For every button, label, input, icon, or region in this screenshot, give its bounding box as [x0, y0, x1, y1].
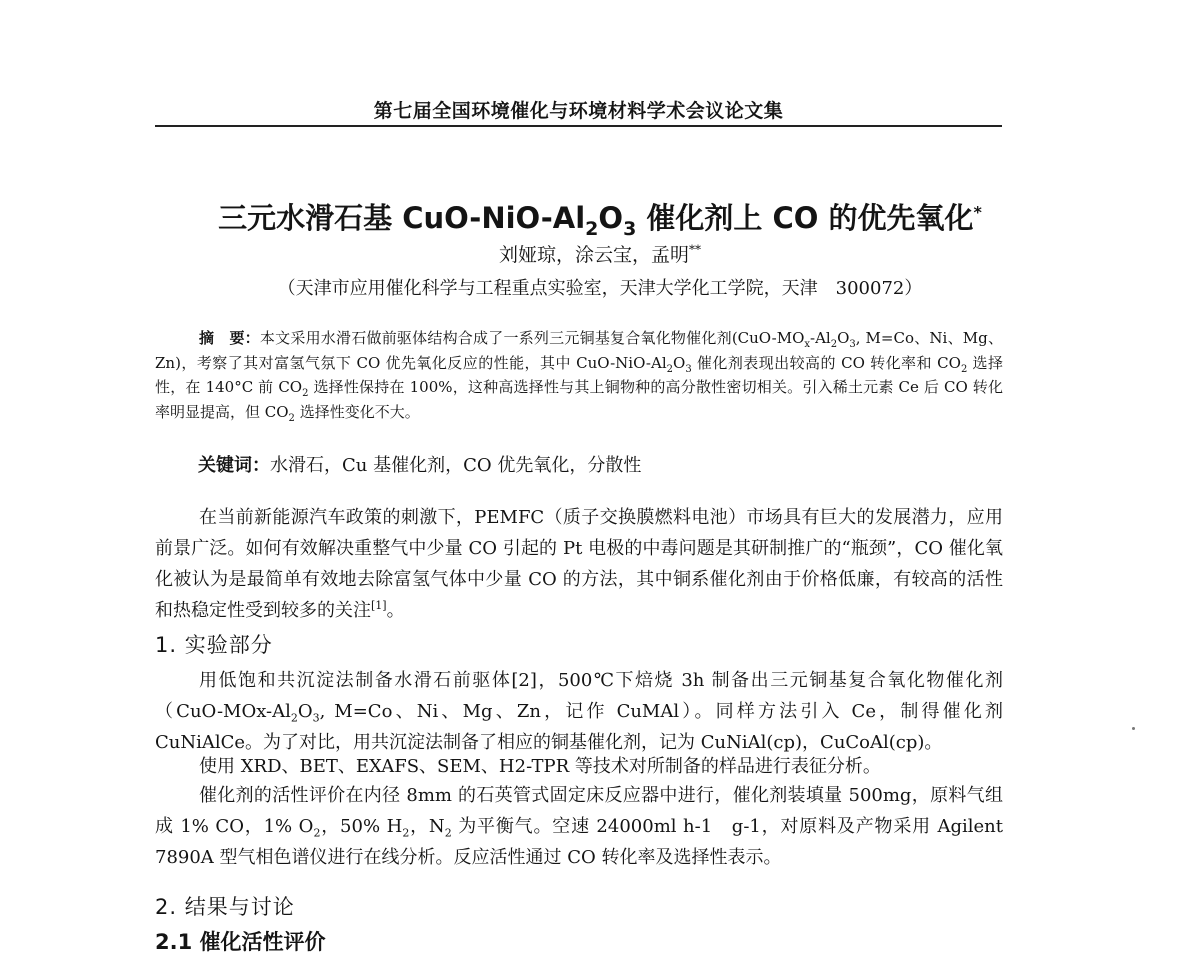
subsection-heading: 2.1 催化活性评价: [155, 930, 326, 954]
title-footnote-mark: *: [973, 202, 982, 222]
abstract-text: 选择性变化不大。: [294, 402, 420, 421]
para-subscript: 2: [444, 826, 452, 840]
para-subscript: 3: [312, 711, 320, 725]
section-heading-2: 2. 结果与讨论: [155, 895, 295, 919]
title-text: 三元水滑石基 CuO-NiO-Al: [218, 201, 586, 235]
title-text: O: [598, 201, 624, 235]
para-text: ，50% H: [320, 816, 403, 837]
para-text: ，N: [409, 816, 445, 837]
author-names: 刘娅琼，涂云宝，孟明: [498, 244, 689, 266]
intro-paragraph: [155, 502, 1003, 626]
author-list: [200, 240, 1000, 267]
citation-ref: [1]: [371, 599, 387, 612]
intro-text: 。: [386, 600, 405, 621]
abstract-text: 选择性保持在 100%，这种高选择性与其上铜物种的高分散性密切相关。引入稀土元素 Ce 后 CO 转化率明显提高，但 CO: [155, 378, 1004, 421]
para-text: O: [297, 701, 313, 722]
section-heading-1: 1. 实验部分: [155, 633, 273, 657]
abstract-text: 催化剂表现出较高的 CO 转化率和 CO: [691, 353, 961, 372]
method-paragraph-3: [155, 780, 1003, 873]
title-subscript: 3: [623, 217, 637, 240]
keywords-text: 水滑石，Cu 基催化剂，CO 优先氧化，分散性: [270, 455, 642, 476]
corresponding-author-mark: **: [689, 242, 701, 257]
method-paragraph-2: 使用 XRD、BET、EXAFS、SEM、H2-TPR 等技术对所制备的样品进行表征分析。: [199, 756, 881, 777]
scan-speck: [1132, 727, 1135, 730]
method-paragraph-1: [155, 665, 1003, 758]
keywords: [198, 451, 641, 477]
abstract-text: 本文采用水滑石做前驱体结构合成了一系列三元铜基复合氧化物催化剂(CuO-MO: [259, 329, 805, 347]
abstract-subscript: 2: [302, 388, 309, 399]
abstract-subscript: 2: [960, 363, 968, 375]
affiliation: （天津市应用催化科学与工程重点实验室，天津大学化工学院，天津 300072）: [277, 278, 923, 299]
abstract-text: O: [673, 353, 686, 372]
abstract-subscript: x: [804, 339, 811, 350]
abstract-subscript: 3: [849, 339, 856, 350]
para-subscript: 2: [402, 826, 410, 840]
abstract: [155, 326, 1003, 424]
abstract-text: 选择性，在 140°C 前 CO: [155, 353, 1003, 396]
running-header: 第七届全国环境催化与环境材料学术会议论文集: [373, 100, 784, 122]
header-rule: [155, 125, 1002, 127]
abstract-label: 摘 要：: [199, 329, 260, 347]
para-text: 催化剂的活性评价在内径 8mm 的石英管式固定床反应器中进行，催化剂装填量 500mg，原料气组成 1% CO，1% O: [155, 785, 1003, 837]
keywords-label: 关键词：: [198, 455, 270, 476]
para-text: 为平衡气。空速 24000ml h-1 g-1，对原料及产物采用 Agilent 7890A 型气相色谱仪进行在线分析。反应活性通过 CO 转化率及选择性表示。: [155, 816, 1004, 868]
abstract-text: , M=Co、Ni、Mg、Zn)，考察了其对富氢气氛下 CO 优先氧化反应的性能，其中 CuO-NiO-Al: [155, 329, 1003, 372]
para-text: , M=Co、Ni、Mg、Zn，记作 CuMAl）。同样方法引入 Ce，制得催化剂 CuNiAlCe。为了对比，用共沉淀法制备了相应的铜基催化剂，记为 CuNiAl(cp)，CuCoAl(cp)。: [155, 701, 1003, 753]
abstract-text: -Al: [810, 329, 831, 347]
abstract-subscript: 3: [685, 363, 692, 375]
abstract-subscript: 2: [830, 339, 838, 350]
title-subscript: 2: [585, 217, 599, 240]
abstract-subscript: 2: [288, 412, 295, 424]
para-subscript: 2: [313, 826, 321, 840]
abstract-text: O: [837, 329, 850, 347]
title-text: 催化剂上 CO 的优先氧化: [636, 201, 974, 235]
para-subscript: 2: [290, 711, 298, 725]
para-text: 用低饱和共沉淀法制备水滑石前驱体[2]，500℃下焙烧 3h 制备出三元铜基复合氧化物催化剂（CuO-MOx-Al: [155, 670, 1003, 722]
intro-text: 在当前新能源汽车政策的刺激下，PEMFC（质子交换膜燃料电池）市场具有巨大的发展潜力，应用前景广泛。如何有效解决重整气中少量 CO 引起的 Pt 电极的中毒问题是其研制推广的“瓶颈”，CO 催化氧化被认为是最简单有效地去除富氢气体中少量 CO 的方法，其中铜系催化剂由于价格低廉，有较高的活性和热稳定性受到较多的关注: [155, 507, 1003, 621]
abstract-subscript: 2: [666, 363, 674, 375]
paper-title: [100, 196, 1100, 240]
